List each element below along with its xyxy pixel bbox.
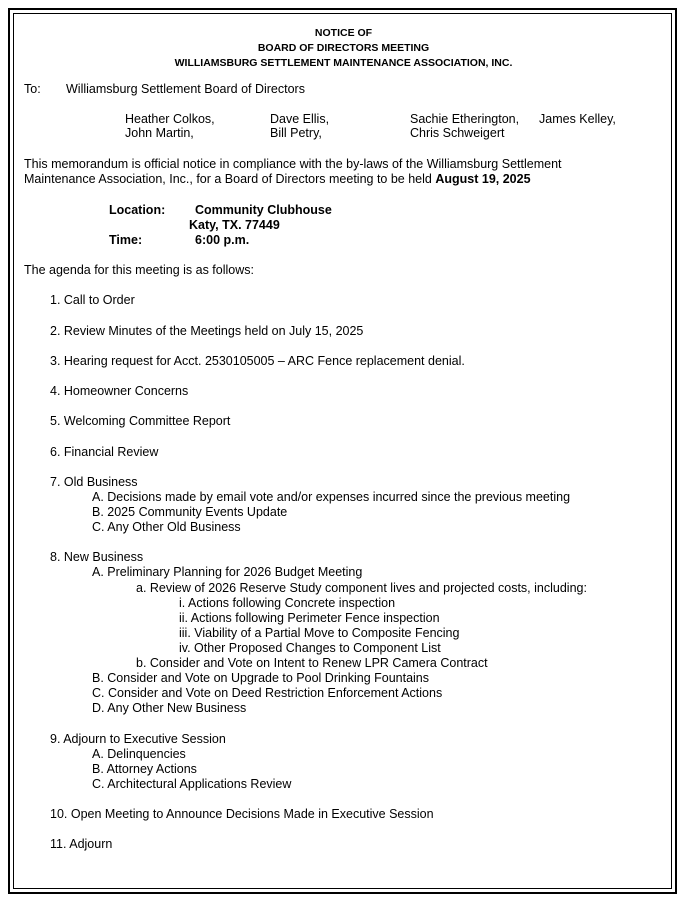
agenda-subsubsubitem: i. Actions following Concrete inspection [179,596,396,610]
meeting-date: August 19, 2025 [435,172,531,186]
memo-line-2: Maintenance Association, Inc., for a Board of Directors meeting to be held August 19, 2025 [24,172,531,186]
director-name: Bill Petry, [270,126,322,140]
location-value: Community Clubhouse [195,203,332,217]
agenda-subsubsubitem: iv. Other Proposed Changes to Component List [179,641,441,655]
agenda-item: 5. Welcoming Committee Report [50,414,231,428]
agenda-subitem: D. Any Other New Business [92,701,247,715]
time-value: 6:00 p.m. [195,233,250,247]
agenda-item: 9. Adjourn to Executive Session [50,732,226,746]
association-title: WILLIAMSBURG SETTLEMENT MAINTENANCE ASSOCIATION, INC. [174,57,513,69]
location-city: Katy, TX. 77449 [189,218,280,232]
memo-line-1: This memorandum is official notice in compliance with the by-laws of the Williamsburg Settlement [24,157,562,171]
to-label: To: [24,82,41,96]
agenda-item: 6. Financial Review [50,445,159,459]
agenda-subsubsubitem: iii. Viability of a Partial Move to Composite Fencing [179,626,460,640]
director-name: Dave Ellis, [270,112,330,126]
agenda-subitem: C. Architectural Applications Review [92,777,292,791]
agenda-subitem: A. Decisions made by email vote and/or expenses incurred since the previous meeting [92,490,571,504]
director-name: Sachie Etherington, [410,112,520,126]
agenda-subsubitem: a. Review of 2026 Reserve Study component lives and projected costs, including: [136,581,587,595]
agenda-subitem: B. 2025 Community Events Update [92,505,288,519]
meeting-title: BOARD OF DIRECTORS MEETING [257,42,430,54]
agenda-subitem: A. Preliminary Planning for 2026 Budget Meeting [92,565,363,579]
agenda-subitem: B. Attorney Actions [92,762,197,776]
director-name: Chris Schweigert [410,126,505,140]
recipient: Williamsburg Settlement Board of Directors [66,82,305,96]
director-name: Heather Colkos, [125,112,215,126]
director-name: James Kelley, [539,112,616,126]
agenda-subsubitem: b. Consider and Vote on Intent to Renew LPR Camera Contract [136,656,488,670]
director-name: John Martin, [125,126,194,140]
agenda-subitem: C. Consider and Vote on Deed Restriction Enforcement Actions [92,686,443,700]
agenda-item: 8. New Business [50,550,144,564]
agenda-subitem: A. Delinquencies [92,747,186,761]
agenda-item: 2. Review Minutes of the Meetings held on July 15, 2025 [50,324,364,338]
agenda-item: 1. Call to Order [50,293,135,307]
location-label: Location: [109,203,166,217]
agenda-item: 7. Old Business [50,475,138,489]
agenda-item: 10. Open Meeting to Announce Decisions Made in Executive Session [50,807,434,821]
agenda-subsubsubitem: ii. Actions following Perimeter Fence inspection [179,611,440,625]
time-label: Time: [109,233,143,247]
agenda-subitem: B. Consider and Vote on Upgrade to Pool Drinking Fountains [92,671,430,685]
agenda-subitem: C. Any Other Old Business [92,520,241,534]
notice-title: NOTICE OF [314,27,373,39]
agenda-intro: The agenda for this meeting is as follows: [24,263,254,277]
agenda-item: 3. Hearing request for Acct. 2530105005 – ARC Fence replacement denial. [50,354,465,368]
agenda-item: 11. Adjourn [50,837,113,851]
agenda-item: 4. Homeowner Concerns [50,384,189,398]
